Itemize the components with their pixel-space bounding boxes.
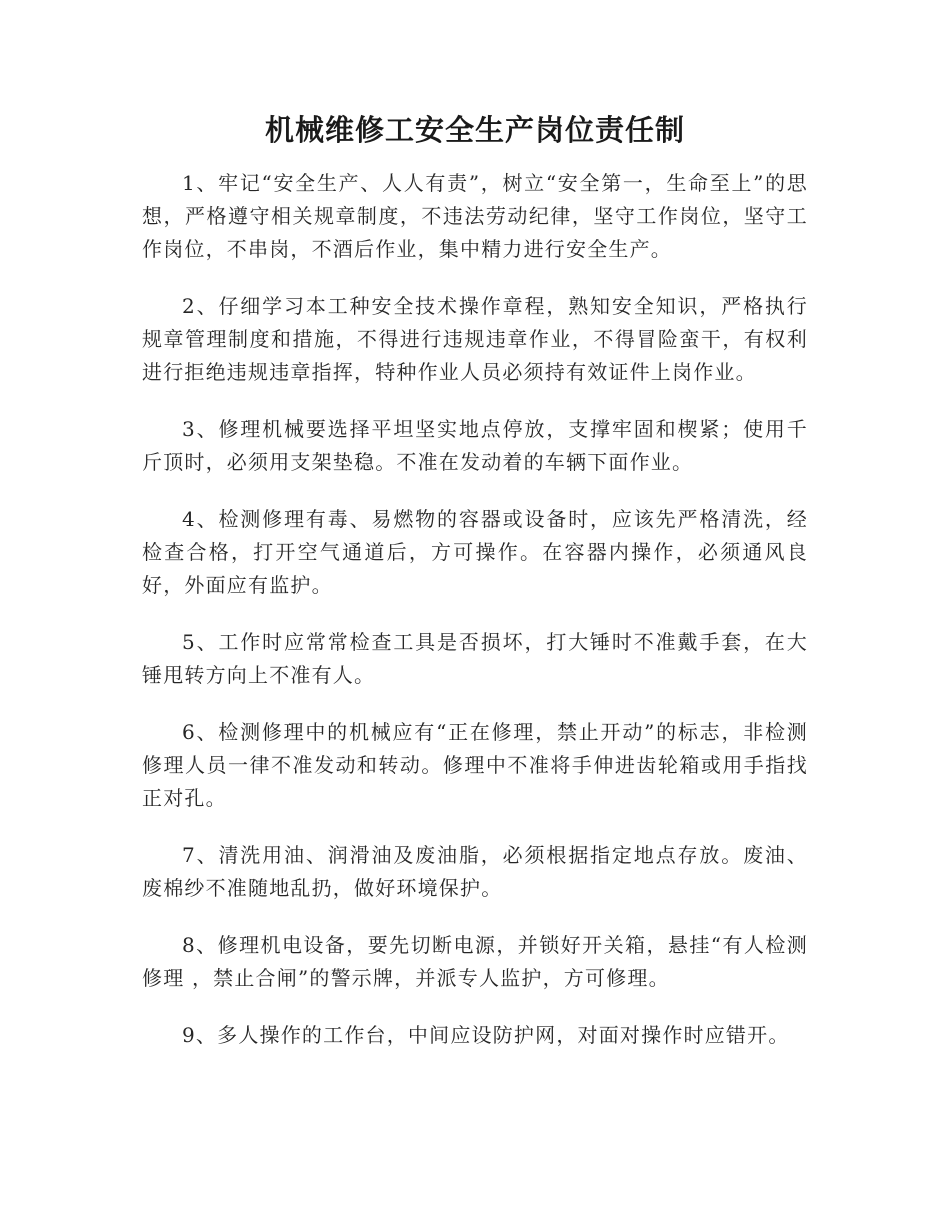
- paragraph-4: 4、检测修理有毒、易燃物的容器或设备时，应该先严格清洗，经检查合格，打开空气通道后，方可操作。在容器内操作，必须通风良好，外面应有监护。: [142, 507, 808, 597]
- paragraph-2: 2、仔细学习本工种安全技术操作章程，熟知安全知识，严格执行规章管理制度和措施，不得进行违规违章作业，不得冒险蛮干，有权利进行拒绝违规违章指挥，特种作业人员必须持有效证件上岗作业。: [142, 294, 808, 384]
- paragraph-6: 6、检测修理中的机械应有“正在修理，禁止开动”的标志，非检测修理人员一律不准发动和转动。修理中不准将手伸进齿轮箱或用手指找正对孔。: [142, 720, 808, 810]
- paragraph-7: 7、清洗用油、润滑油及废油脂，必须根据指定地点存放。废油、废棉纱不准随地乱扔，做好环境保护。: [142, 843, 808, 900]
- paragraph-3: 3、修理机械要选择平坦坚实地点停放，支撑牢固和楔紧；使用千斤顶时，必须用支架垫稳。不准在发动着的车辆下面作业。: [142, 417, 808, 474]
- document-title: 机械维修工安全生产岗位责任制: [264, 113, 685, 147]
- paragraph-9: 9、多人操作的工作台，中间应设防护网，对面对操作时应错开。: [182, 1023, 790, 1047]
- paragraph-8: 8、修理机电设备，要先切断电源，并锁好开关箱，悬挂“有人检测修理 ，禁止合闸”的警示牌，并派专人监护，方可修理。: [142, 933, 808, 990]
- paragraph-5: 5、工作时应常常检查工具是否损坏，打大锤时不准戴手套，在大锤甩转方向上不准有人。: [142, 630, 808, 687]
- paragraph-1: 1、牢记“安全生产、人人有责”，树立“安全第一，生命至上”的思想，严格遵守相关规章制度，不违法劳动纪律，坚守工作岗位，坚守工作岗位，不串岗，不酒后作业，集中精力进行安全生产。: [142, 171, 808, 261]
- document-body: [142, 167, 808, 1076]
